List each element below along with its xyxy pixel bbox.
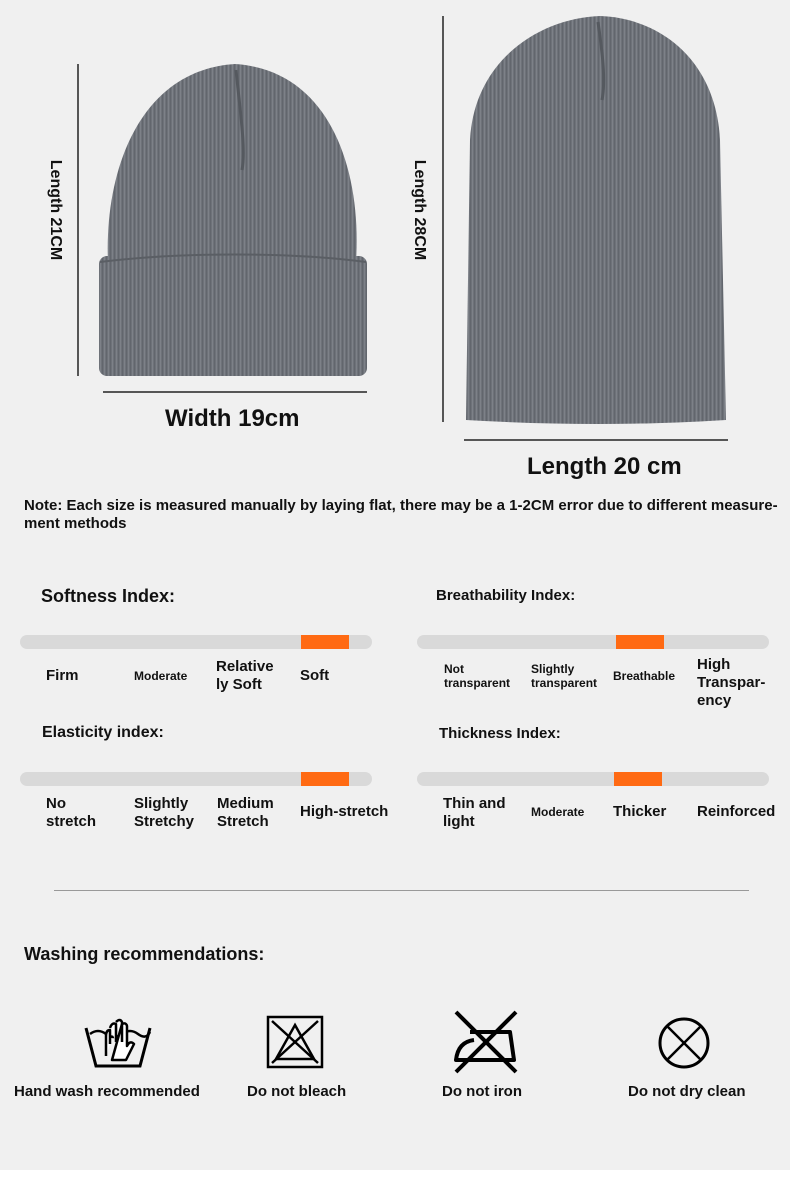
- measurement-note: Note: Each size is measured manually by laying flat, there may be a 1-2CM error due to different measure-ment methods: [24, 497, 778, 532]
- cuffed-beanie-image: [99, 64, 367, 376]
- elasticity-level-high-stretch: High-stretch: [300, 803, 389, 820]
- softness-level-moderate: Moderate: [134, 669, 188, 683]
- washing-title: Washing recommendations:: [24, 944, 265, 964]
- right-length-label: Length 28CM: [411, 159, 428, 261]
- thickness-level-moderate: Moderate: [531, 805, 585, 819]
- softness-level-soft: Soft: [300, 667, 330, 684]
- no-bleach-icon: [266, 1015, 324, 1069]
- no-dry-clean-label: Do not dry clean: [628, 1083, 746, 1100]
- thickness-level-thicker: Thicker: [613, 803, 667, 820]
- softness-level-firm: Firm: [46, 667, 79, 684]
- beanie-illustrations: [0, 0, 790, 490]
- no-dry-clean-icon: [656, 1015, 712, 1071]
- breathability-bar: [417, 635, 769, 649]
- left-length-label: Length 21CM: [47, 159, 64, 261]
- thickness-level-reinforced: Reinforced: [697, 803, 776, 820]
- breathability-level-slightly-transparent: Slightly transparent: [531, 662, 598, 690]
- no-iron-label: Do not iron: [442, 1083, 522, 1100]
- elasticity-title: Elasticity index:: [42, 724, 164, 741]
- section-divider: [54, 890, 749, 891]
- breathability-title: Breathability Index:: [436, 587, 576, 604]
- elasticity-level-medium-stretch: Medium Stretch: [217, 795, 274, 830]
- thickness-level-thin-and-light: Thin and light: [443, 795, 506, 830]
- thickness-title: Thickness Index:: [439, 725, 561, 742]
- hand-wash-label: Hand wash recommended: [14, 1083, 200, 1100]
- thickness-bar: [417, 772, 769, 786]
- hand-wash-icon: [84, 1014, 152, 1070]
- elasticity-bar: [20, 772, 372, 786]
- slouchy-beanie-image: [466, 16, 726, 424]
- no-bleach-label: Do not bleach: [247, 1083, 347, 1100]
- elasticity-level-no-stretch: No stretch: [46, 795, 97, 830]
- breathability-level-not-transparent: Not transparent: [444, 662, 511, 690]
- thickness-indicator: [614, 772, 662, 786]
- elasticity-indicator: [301, 772, 349, 786]
- breathability-indicator: [616, 635, 664, 649]
- elasticity-level-slightly-stretchy: Slightly Stretchy: [134, 795, 195, 830]
- no-iron-icon: [452, 1010, 520, 1074]
- breathability-level-breathable: Breathable: [613, 669, 676, 683]
- left-width-label: Width 19cm: [165, 405, 300, 432]
- softness-level-relatively-soft: Relative ly Soft: [216, 658, 274, 693]
- breathability-level-high-transparency: High Transpar-ency: [697, 656, 766, 709]
- softness-title: Softness Index:: [41, 586, 176, 606]
- softness-indicator: [301, 635, 349, 649]
- softness-bar: [20, 635, 372, 649]
- right-width-label: Length 20 cm: [527, 453, 682, 480]
